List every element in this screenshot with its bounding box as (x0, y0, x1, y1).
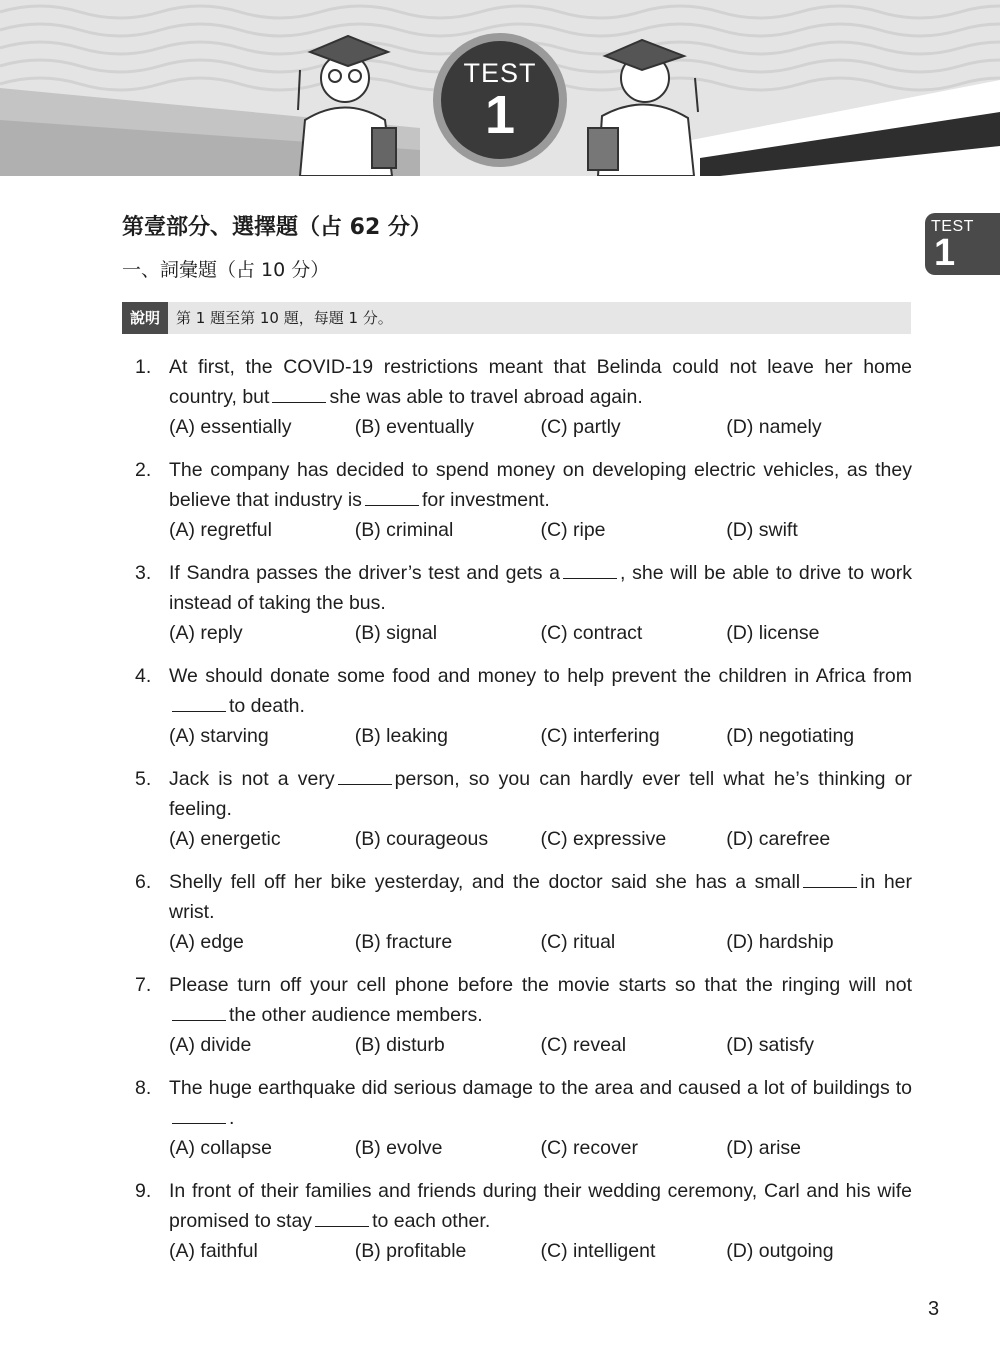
option-b: (B) signal (354, 622, 438, 644)
instruction-bar (122, 302, 911, 334)
question-3 (122, 558, 912, 648)
question-2 (122, 455, 912, 545)
test-badge (433, 33, 567, 167)
badge-word: TEST (463, 58, 537, 88)
question-7 (122, 970, 912, 1060)
options-row (169, 515, 912, 545)
option-b: (B) leaking (354, 725, 448, 747)
question-stem: At first, the COVID-19 restrictions meant that Belinda could not leave her home country, but she was able to travel abroad again. (169, 356, 912, 408)
option-d: (D) satisfy (726, 1034, 814, 1056)
question-stem: The huge earthquake did serious damage to the area and caused a lot of buildings to. (169, 1077, 912, 1129)
question-number: 8. (135, 1077, 152, 1099)
option-c: (C) recover (540, 1137, 639, 1159)
part-title: 第壹部分、選擇題（占 62 分） (122, 215, 432, 240)
option-b: (B) disturb (354, 1034, 445, 1056)
question-number: 9. (135, 1180, 152, 1202)
option-c: (C) contract (540, 622, 643, 644)
test-side-tab (925, 213, 1000, 275)
option-a: (A) essentially (169, 416, 292, 438)
option-b: (B) eventually (354, 416, 474, 438)
answer-blank (338, 767, 392, 785)
option-b: (B) evolve (354, 1137, 443, 1159)
option-b: (B) courageous (354, 828, 489, 850)
answer-blank (563, 561, 617, 579)
question-5 (122, 764, 912, 854)
section-title: 一、詞彙題（占 10 分） (122, 259, 330, 281)
options-row (169, 1030, 912, 1060)
answer-blank (172, 1003, 226, 1021)
page-number: 3 (928, 1298, 940, 1320)
option-a: (A) reply (169, 622, 243, 644)
options-row (169, 412, 912, 442)
question-4 (122, 661, 912, 751)
options-row (169, 824, 912, 854)
question-1 (122, 352, 912, 442)
option-a: (A) edge (169, 931, 244, 953)
options-row (169, 1236, 912, 1266)
option-b: (B) fracture (354, 931, 453, 953)
option-c: (C) intelligent (540, 1240, 656, 1262)
question-number: 5. (135, 768, 152, 790)
instruction-label: 說明 (122, 302, 168, 334)
option-c: (C) expressive (540, 828, 667, 850)
option-a: (A) regretful (169, 519, 272, 541)
option-d: (D) negotiating (726, 725, 855, 747)
answer-blank (172, 1106, 226, 1124)
question-number: 1. (135, 356, 152, 378)
question-8 (122, 1073, 912, 1163)
option-d: (D) outgoing (726, 1240, 834, 1262)
question-stem: The company has decided to spend money on developing electric vehicles, as they believe that industry is for investment. (169, 459, 912, 511)
question-stem: In front of their families and friends during their wedding ceremony, Carl and his wife promised to stay to each other. (169, 1180, 912, 1232)
option-d: (D) carefree (726, 828, 831, 850)
option-a: (A) collapse (169, 1137, 272, 1159)
question-stem: Please turn off your cell phone before the movie starts so that the ringing will notthe other audience members. (169, 974, 912, 1026)
option-d: (D) arise (726, 1137, 802, 1159)
question-stem: Jack is not a very person, so you can hardly ever tell what he’s thinking or feeling. (169, 768, 913, 820)
question-number: 4. (135, 665, 152, 687)
option-c: (C) ripe (540, 519, 606, 541)
answer-blank (315, 1209, 369, 1227)
badge-number: 1 (484, 85, 516, 145)
option-b: (B) profitable (354, 1240, 467, 1262)
option-a: (A) divide (169, 1034, 252, 1056)
option-d: (D) swift (726, 519, 798, 541)
answer-blank (803, 870, 857, 888)
question-number: 7. (135, 974, 152, 996)
answer-blank (365, 488, 419, 506)
option-d: (D) namely (726, 416, 822, 438)
option-c: (C) interfering (540, 725, 660, 747)
option-d: (D) hardship (726, 931, 834, 953)
option-a: (A) starving (169, 725, 269, 747)
question-9 (122, 1176, 912, 1266)
answer-blank (272, 385, 326, 403)
option-a: (A) faithful (169, 1240, 258, 1262)
question-number: 3. (135, 562, 152, 584)
question-list (122, 352, 912, 1279)
question-number: 6. (135, 871, 152, 893)
option-c: (C) reveal (540, 1034, 627, 1056)
question-stem: If Sandra passes the driver’s test and gets a , she will be able to drive to work instead of taking the bus. (169, 562, 912, 614)
option-c: (C) ritual (540, 931, 616, 953)
option-d: (D) license (726, 622, 820, 644)
options-row (169, 721, 912, 751)
option-a: (A) energetic (169, 828, 281, 850)
question-number: 2. (135, 459, 152, 481)
answer-blank (172, 694, 226, 712)
options-row (169, 618, 912, 648)
question-stem: Shelly fell off her bike yesterday, and the doctor said she has a small in her wrist. (169, 871, 912, 923)
option-c: (C) partly (540, 416, 621, 438)
side-tab-word: TEST (931, 218, 974, 235)
option-b: (B) criminal (354, 519, 454, 541)
male-graduate-illustration (298, 36, 396, 176)
options-row (169, 927, 912, 957)
header-banner (0, 0, 1000, 176)
question-stem: We should donate some food and money to help prevent the children in Africa fromto death. (169, 665, 912, 717)
question-6 (122, 867, 912, 957)
instruction-text: 第 1 題至第 10 題，每題 1 分。 (176, 309, 393, 327)
options-row (169, 1133, 912, 1163)
side-tab-number: 1 (934, 232, 956, 274)
